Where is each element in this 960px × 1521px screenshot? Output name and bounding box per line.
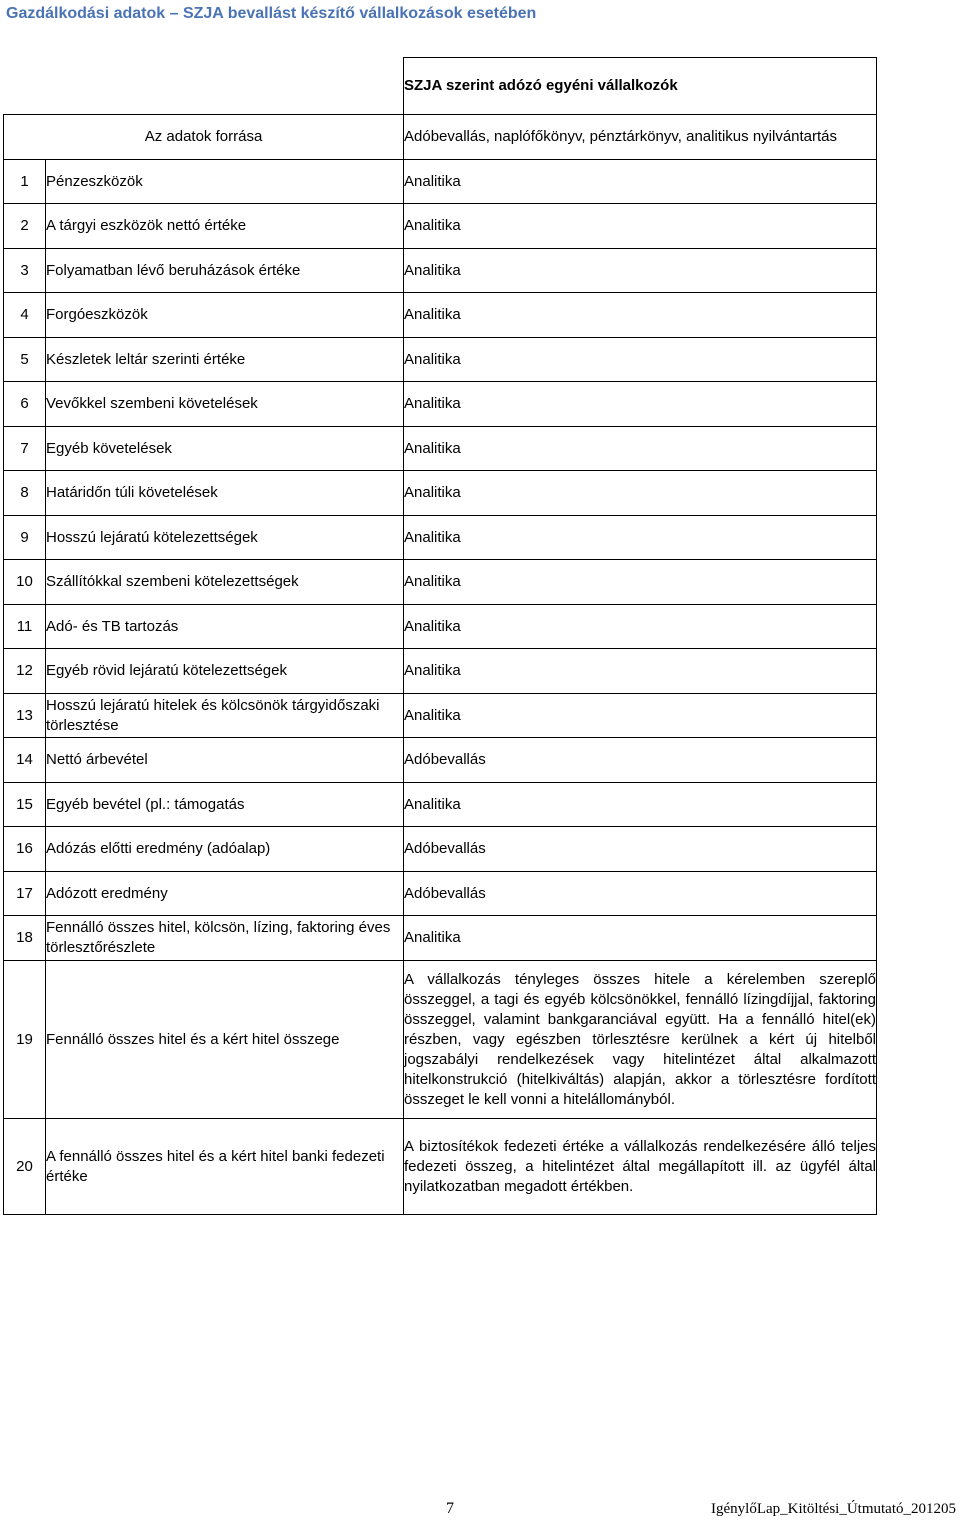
row-source: Analitika xyxy=(404,382,877,427)
row-source: Adóbevallás xyxy=(404,827,877,872)
row-number: 1 xyxy=(4,160,46,204)
row-number: 3 xyxy=(4,249,46,293)
table-row xyxy=(4,471,877,516)
table-row xyxy=(4,605,877,649)
row-label: Egyéb rövid lejáratú kötelezettségek xyxy=(46,649,404,694)
row-number: 14 xyxy=(4,738,46,783)
row-number: 8 xyxy=(4,471,46,516)
row-source: Analitika xyxy=(404,160,877,204)
table-row xyxy=(4,783,877,827)
table-row xyxy=(4,738,877,783)
table-row xyxy=(4,160,877,204)
table-row xyxy=(4,249,877,293)
row-number: 16 xyxy=(4,827,46,872)
row-label: Fennálló összes hitel, kölcsön, lízing, faktoring éves törlesztőrészlete xyxy=(46,916,404,961)
row-source: Analitika xyxy=(404,249,877,293)
row-number: 10 xyxy=(4,560,46,605)
row-source: Analitika xyxy=(404,204,877,249)
source-row xyxy=(4,115,877,160)
row-source: A biztosítékok fedezeti értéke a vállalkozás rendelkezésére álló teljes fedezeti összeg, a hitelintézet által megállapított ill. az ügyfél által nyilatkozatban megadott értékben. xyxy=(404,1119,877,1215)
row-number: 12 xyxy=(4,649,46,694)
row-label: Határidőn túli követelések xyxy=(46,471,404,516)
row-label: Folyamatban lévő beruházások értéke xyxy=(46,249,404,293)
table-row xyxy=(4,427,877,471)
table-header-row xyxy=(4,58,877,115)
row-label: Hosszú lejáratú hitelek és kölcsönök tárgyidőszaki törlesztése xyxy=(46,694,404,738)
row-source: Analitika xyxy=(404,560,877,605)
page-header-title: Gazdálkodási adatok – SZJA bevallást készítő vállalkozások esetében xyxy=(6,5,537,22)
row-label: A tárgyi eszközök nettó értéke xyxy=(46,204,404,249)
footer-filename: IgénylőLap_Kitöltési_Útmutató_201205 xyxy=(711,1501,956,1517)
row-source: Analitika xyxy=(404,516,877,560)
row-number: 20 xyxy=(4,1119,46,1215)
page-number: 7 xyxy=(446,1500,454,1517)
table-row xyxy=(4,1119,877,1215)
row-label: Egyéb bevétel (pl.: támogatás xyxy=(46,783,404,827)
row-label: Fennálló összes hitel és a kért hitel összege xyxy=(46,961,404,1119)
table-row xyxy=(4,694,877,738)
row-number: 17 xyxy=(4,872,46,916)
table-row xyxy=(4,649,877,694)
row-number: 19 xyxy=(4,961,46,1119)
row-label: Egyéb követelések xyxy=(46,427,404,471)
table-row xyxy=(4,204,877,249)
row-label: Forgóeszközök xyxy=(46,293,404,338)
row-source: Analitika xyxy=(404,605,877,649)
row-number: 7 xyxy=(4,427,46,471)
row-source: Analitika xyxy=(404,293,877,338)
row-source: A vállalkozás tényleges összes hitele a kérelemben szereplő összeggel, a tagi és egyéb kölcsönökkel, fennálló lízingdíjjal, faktoring összeggel, valamint bankgaranciával együtt. Ha a fennálló hitel(ek) részben, vagy egészben törlesztésre kerülnek a kért új hitelből jogszabályi rendelkezések vagy hitelintézet által alkalmazott hitelkonstrukció (hitelkiváltás) alapján, akkor a törlesztésre fordított összeget le kell vonni a hitelállományból. xyxy=(404,961,877,1119)
row-number: 4 xyxy=(4,293,46,338)
source-heading-value: Adóbevallás, naplófőkönyv, pénztárkönyv, analitikus nyilvántartás xyxy=(404,115,877,160)
financial-data-table xyxy=(3,57,877,1215)
row-number: 11 xyxy=(4,605,46,649)
table-row xyxy=(4,827,877,872)
row-source: Analitika xyxy=(404,338,877,382)
row-number: 6 xyxy=(4,382,46,427)
table-row xyxy=(4,516,877,560)
table-row xyxy=(4,382,877,427)
table-row xyxy=(4,293,877,338)
row-source: Analitika xyxy=(404,694,877,738)
table-row xyxy=(4,872,877,916)
row-source: Adóbevallás xyxy=(404,872,877,916)
row-number: 2 xyxy=(4,204,46,249)
table-row xyxy=(4,560,877,605)
row-label: Adózott eredmény xyxy=(46,872,404,916)
row-number: 9 xyxy=(4,516,46,560)
row-number: 18 xyxy=(4,916,46,961)
row-label: Nettó árbevétel xyxy=(46,738,404,783)
row-label: Vevőkkel szembeni követelések xyxy=(46,382,404,427)
table-row xyxy=(4,961,877,1119)
row-source: Analitika xyxy=(404,649,877,694)
row-source: Analitika xyxy=(404,783,877,827)
row-label: A fennálló összes hitel és a kért hitel banki fedezeti értéke xyxy=(46,1119,404,1215)
row-source: Adóbevallás xyxy=(404,738,877,783)
source-heading: Az adatok forrása xyxy=(4,115,404,160)
table-row xyxy=(4,916,877,961)
row-label: Adó- és TB tartozás xyxy=(46,605,404,649)
row-label: Adózás előtti eredmény (adóalap) xyxy=(46,827,404,872)
row-label: Pénzeszközök xyxy=(46,160,404,204)
row-number: 15 xyxy=(4,783,46,827)
table-row xyxy=(4,338,877,382)
column-title: SZJA szerint adózó egyéni vállalkozók xyxy=(404,58,877,115)
row-number: 5 xyxy=(4,338,46,382)
row-number: 13 xyxy=(4,694,46,738)
row-label: Készletek leltár szerinti értéke xyxy=(46,338,404,382)
row-source: Analitika xyxy=(404,916,877,961)
table-body xyxy=(4,160,877,1215)
row-source: Analitika xyxy=(404,427,877,471)
row-label: Hosszú lejáratú kötelezettségek xyxy=(46,516,404,560)
row-label: Szállítókkal szembeni kötelezettségek xyxy=(46,560,404,605)
row-source: Analitika xyxy=(404,471,877,516)
